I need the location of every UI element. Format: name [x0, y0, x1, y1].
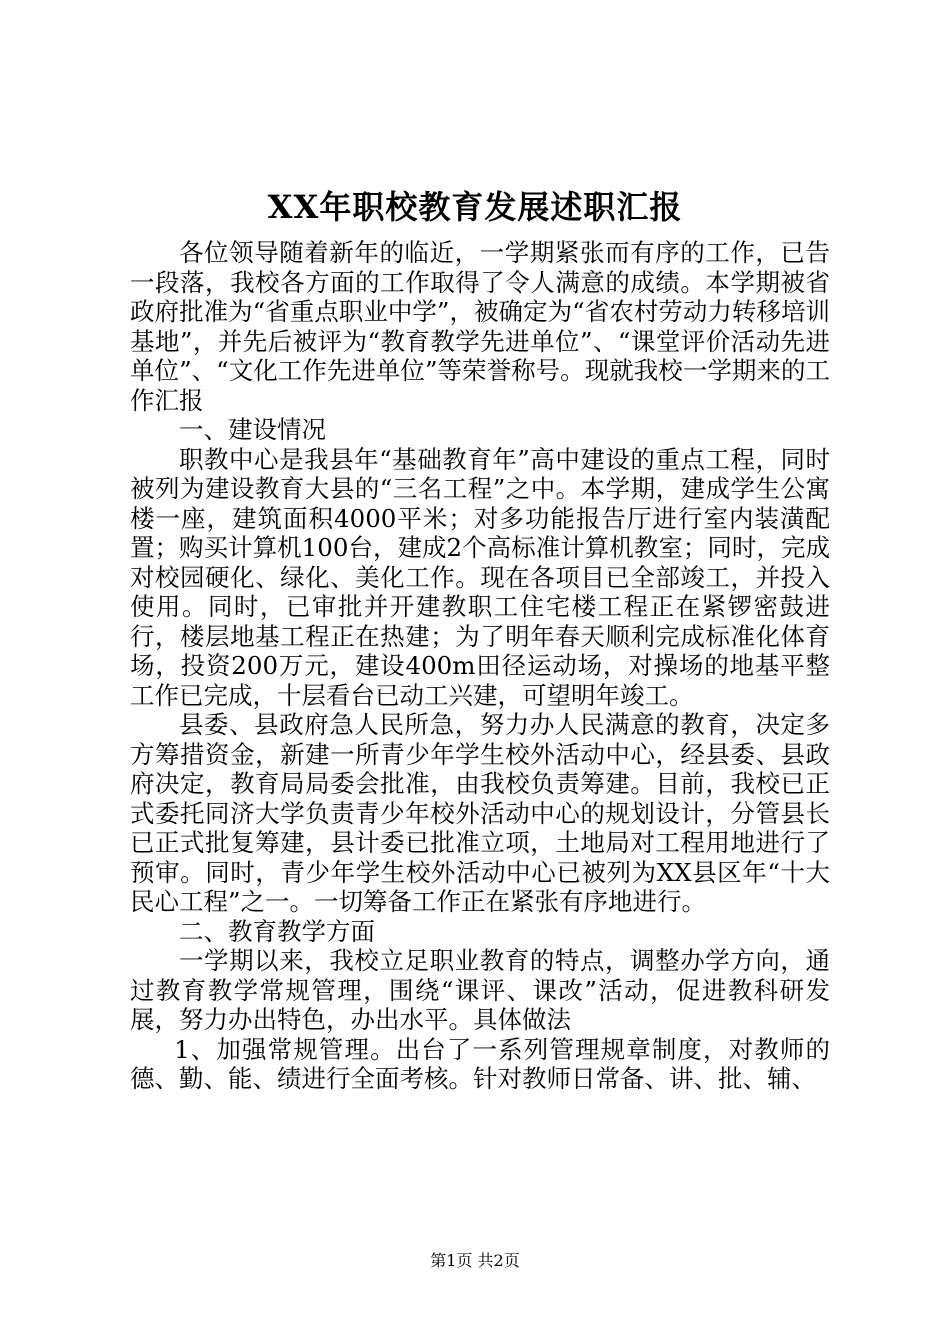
paragraph-activity-center: 县委、县政府急人民所急，努力办人民满意的教育，决定多方筹措资金，新建一所青少年学生校外活动中心，经县委、县政府决定，教育局局委会批准，由我校负责筹建。目前，我校已正式委托同济大学负责青少年校外活动中心的规划设计，分管县长已正式批复筹建，县计委已批准立项，土地局对工程用地进行了预审。同时，青少年学生校外活动中心已被列为XX县区年“十大民心工程”之一。一切筹备工作正在紧张有序地进行。 — [130, 710, 830, 916]
document-body — [130, 238, 830, 1094]
paragraph-routine-management: 1、加强常规管理。出台了一系列管理规章制度，对教师的德、勤、能、绩进行全面考核。针对教师日常备、讲、批、辅、 — [130, 1034, 830, 1093]
paragraph-construction: 职教中心是我县年“基础教育年”高中建设的重点工程，同时被列为建设教育大县的“三名工程”之中。本学期，建成学生公寓楼一座，建筑面积4000平米；对多功能报告厅进行室内装潢配置；购买计算机100台，建成2个高标准计算机教室；同时，完成对校园硬化、绿化、美化工作。现在各项目已全部竣工，并投入使用。同时，已审批并开建教职工住宅楼工程正在紧锣密鼓进行，楼层地基工程正在热建；为了明年春天顺利完成标准化体育场，投资200万元，建设400m田径运动场，对操场的地基平整工作已完成，十层看台已动工兴建，可望明年竣工。 — [130, 444, 830, 710]
heading-teaching: 二、教育教学方面 — [179, 916, 375, 946]
paragraph-intro: 各位领导随着新年的临近，一学期紧张而有序的工作，已告一段落，我校各方面的工作取得了令人满意的成绩。本学期被省政府批准为“省重点职业中学”，被确定为“省农村劳动力转移培训基地”，并先后被评为“教育教学先进单位”、“课堂评价活动先进单位”、“文化工作先进单位”等荣誉称号。现就我校一学期来的工作汇报 — [130, 238, 830, 415]
heading-construction: 一、建设情况 — [179, 415, 326, 444]
paragraph-teaching: 一学期以来，我校立足职业教育的特点，调整办学方向，通过教育教学常规管理，围绕“课评、课改”活动，促进教科研发展，努力办出特色，办出水平。具体做法 — [130, 946, 830, 1034]
document-title: XX年职校教育发展述职汇报 — [267, 188, 683, 226]
page-footer: 第1页 共2页 — [430, 1251, 520, 1270]
